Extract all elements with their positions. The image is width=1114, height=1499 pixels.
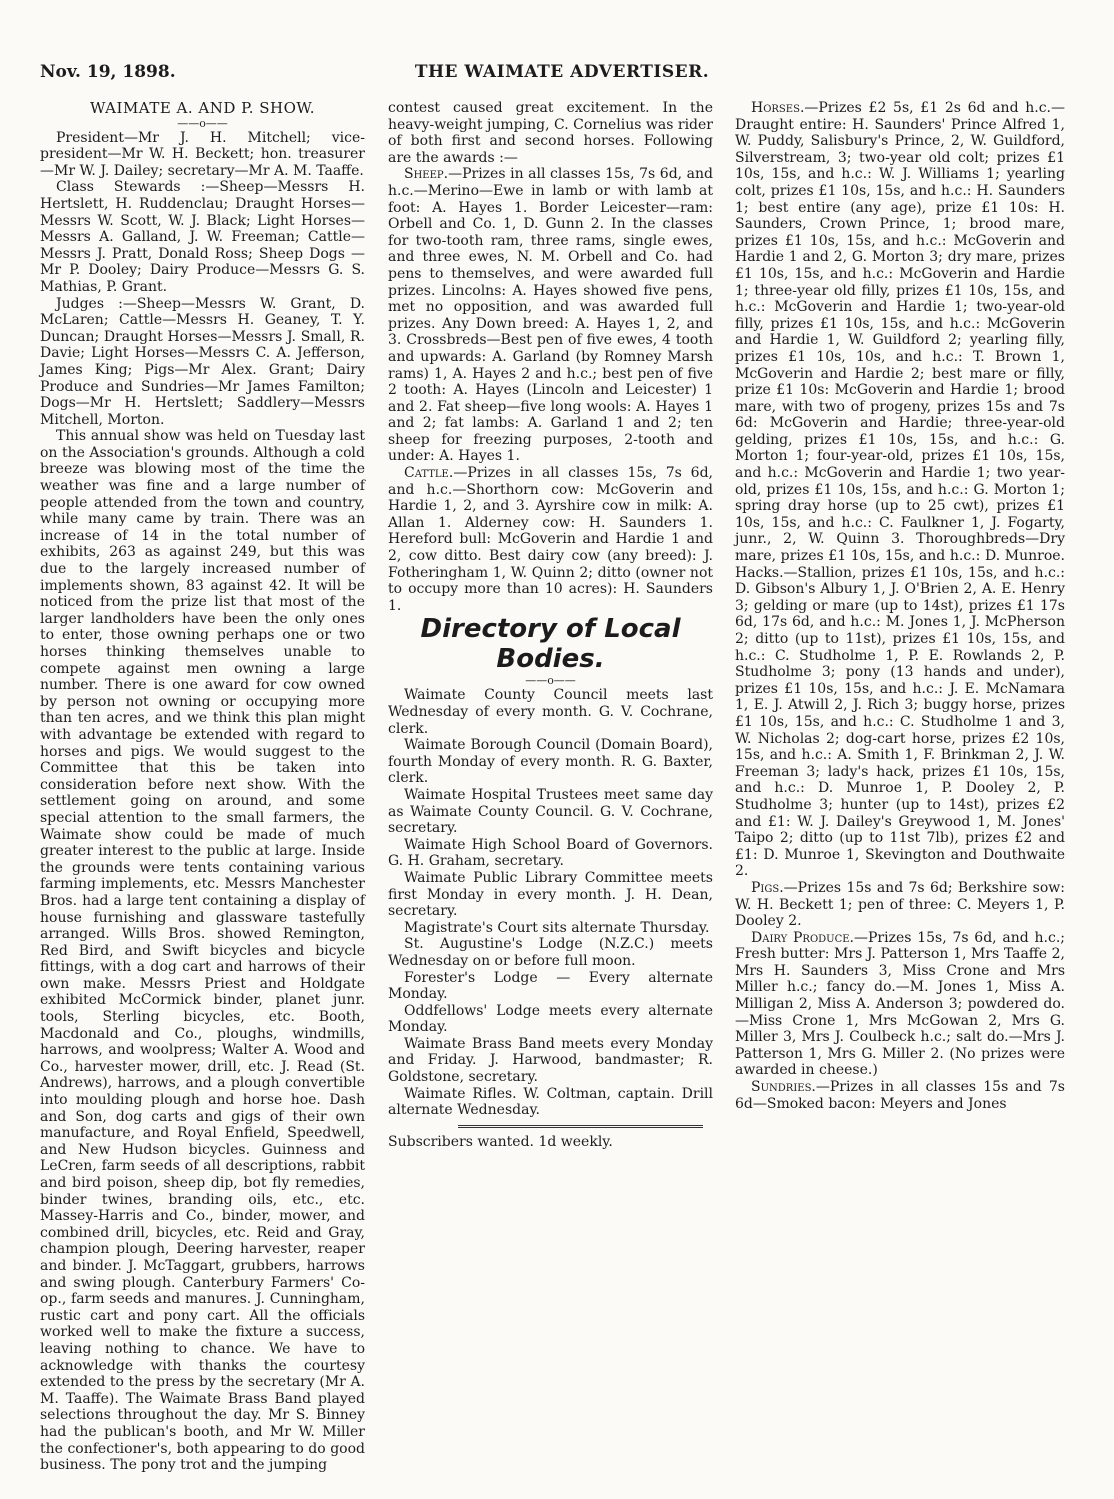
- horses-text: —Prizes £2 5s, £1 2s 6d and h.c.—Draught entire: H. Saunders' Prince Alfred 1, W. Puddy, Salisbury's Prince, 2, W. Guildford, Silverstream, 3; two-year old colt; prizes £1 10s, 15s, and h.c.: W. J. Williams 1; yearling colt, prizes £1 10s, 15s, and h.c.: H. Saunders 1; best entire (any age), prize £1 10s: H. Saunders, Crown Prince, 1; brood mare, prizes £1 10s, 15s, and h.c.: McGoverin and Hardie 1 and 2, G. Morton 3; dry mare, prizes £1 10s, 15s, and h.c.: McGoverin and Hardie 1; three-year old filly, prizes £1 10s, 15s, and h.c.: McGoverin and Hardie 1; two-year-old filly, prizes £1 10s, 15s, and h.c.: McGoverin and Hardie 1, W. Guildford 2; yearling filly, prizes £1 10s, 10s, and h.c.: T. Brown 1, McGoverin and Hardie 2; best mare or filly, prize £1 10s: McGoverin and Hardie 1; brood mare, with two of progeny, prizes 15s and 7s 6d: McGoverin and Hardie; three-year-old gelding, prizes £1 10s, 15s, and h.c.: G. Morton 1; four-year-old, prizes £1 10s, 15s, and h.c.: McGoverin and Hardie 1; two year-old, prizes £1 10s, 15s, and h.c.: G. Morton 1; spring dray horse (up to 25 cwt), prizes £1 10s, 15s, and h.c.: C. Faulkner 1, J. Fogarty, junr., 2, W. Quinn 3. Thoroughbreds—Dry mare, prizes £1 10s, 15s, and h.c.: D. Munroe. Hacks.—Stallion, prizes £1 10s, 15s, and h.c.: D. Gibson's Albury 1, J. O'Brien 2, A. E. Henry 3; gelding or mare (up to 14st), prizes £1 17s 6d, 17s 6d, and h.c.: M. Jones 1, J. McPherson 2; ditto (up to 11st), prizes £1 10s, 15s, and h.c.: C. Studholme 1, P. E. Rowlands 2, P. Studholme 3; pony (13 hands and under), prizes £1 10s, 15s, and h.c.: J. E. McNamara 1, E. J. Atwill 2, J. Rich 3; buggy horse, prizes £1 10s, 15s, and h.c.: C. Studholme 1 and 3, W. Nicholas 2; dog-cart horse, prizes £2 10s, 15s, and h.c.: A. Smith 1, F. Brinkman 2, J. W. Freeman 3; lady's hack, prizes £1 10s, 15s, and h.c.: D. Munroe 1, P. Dooley 2, P. Studholme 3; hunter (up to 14st), prizes £2 and £1: W. J. Dailey's Greywood 1, M. Jones' Taipo 2; ditto (up to 11st 7lb), prizes £2 and £1: D. Munroe 1, Skevington and Douthwaite 2.: [735, 100, 1065, 880]
- column-1: [40, 100, 365, 1474]
- judges-paragraph: Judges :—Sheep—Messrs W. Grant, D. McLaren; Cattle—Messrs H. Geaney, T. Y. Duncan; Draught Horses—Messrs J. Small, R. Davie; Light Horses—Messrs C. A. Jefferson, James King; Pigs—Mr Alex. Grant; Dairy Produce and Sundries—Mr James Familton; Dogs—Mr H. Hertslett; Saddlery—Messrs Mitchell, Morton.: [40, 295, 365, 428]
- sundries-text: —Prizes in all classes 15s and 7s 6d—Smoked bacon: Meyers and Jones: [735, 1079, 1065, 1112]
- subscribers-notice: Subscribers wanted. 1d weekly.: [388, 1133, 613, 1150]
- cattle-label: Cattle.: [404, 465, 454, 482]
- issue-date: Nov. 19, 1898.: [40, 62, 176, 82]
- directory-item: Waimate Borough Council (Domain Board), fourth Monday of every month. R. G. Baxter, clerk.: [388, 737, 713, 787]
- show-separator: ——o——: [177, 116, 228, 130]
- column-3: [735, 100, 1065, 1112]
- sheep-text: —Prizes in all classes 15s, 7s 6d, and h.c.—Merino—Ewe in lamb or with lamb at foot: A. Hayes 1. Border Leicester—ram: Orbell and Co. 1, D. Gunn 2. In the classes for two-tooth ram, three rams, single ewes, and three ewes, N. M. Orbell and Co. had pens to themselves, and were awarded full prizes. Lincolns: A. Hayes showed five pens, met no opposition, and was awarded full prizes. Any Down breed: A. Hayes 1, 2, and 3. Crossbreds—Best pen of five ewes, 4 tooth and upwards: A. Garland (by Romney Marsh rams) 1, A. Hayes 2 and h.c.; best pen of five 2 tooth: A. Hayes (Lincoln and Leicester) 1 and 2. Fat sheep—five long wools: A. Hayes 1 and 2; fat lambs: A. Garland 1 and 2; ten sheep for freezing purposes, 2-tooth and under: A. Hayes 1.: [388, 166, 713, 465]
- sheep-awards: [388, 166, 713, 465]
- directory-item: Waimate Public Library Committee meets first Monday in every month. J. H. Dean, secretary.: [388, 869, 713, 920]
- cattle-text: —Prizes in all classes 15s, 7s 6d, and h.c.—Shorthorn cow: McGoverin and Hardie 1, 2, and 3. Ayrshire cow in milk: A. Allan 1. Alderney cow: H. Saunders 1. Hereford bull: McGoverin and Hardie 1 and 2, cow ditto. Best dairy cow (any breed): J. Fotheringham 1, W. Quinn 2; ditto (owner not to occupy more than 10 acres): H. Saunders 1.: [388, 465, 713, 614]
- directory-item: Waimate Hospital Trustees meet same day as Waimate County Council. G. V. Cochrane, secretary.: [388, 786, 713, 837]
- directory-rule: [458, 1125, 703, 1128]
- newspaper-title: THE WAIMATE ADVERTISER.: [414, 62, 710, 82]
- dairy-awards: [735, 930, 1065, 1079]
- sundries-label: Sundries.: [751, 1079, 816, 1096]
- directory-item: Forester's Lodge — Every alternate Monday.: [388, 969, 713, 1003]
- sundries-awards: [735, 1079, 1065, 1112]
- show-report-text: This annual show was held on Tuesday last on the Association's grounds. Although a cold breeze was blowing most of the time the weather was fine and a large number of people attended from the town and country, while many came by train. There was an increase of 14 in the total number of exhibits, 263 as against 249, but this was due to the largely increased number of implements shown, 83 against 42. It will be noticed from the prize list that most of the larger landholders have been the only ones to enter, those owning perhaps one or two horses thinking themselves unable to compete against men owning a large number. There is one award for cow owned by person not owning or occupying more than ten acres, and we think this plan might with advantage be extended with regard to horses and pigs. We would suggest to the Committee that this be taken into consideration before next show. With the settlement going on around, and some special attention to the small farmers, the Waimate show could be made of much greater interest to the public at large. Inside the grounds were tents containing various farming implements, etc. Messrs Manchester Bros. had a large tent containing a display of house furnishing and glassware tastefully arranged. Wills Bros. showed Remington, Red Bird, and Swift bicycles and bicycle fittings, with a dog cart and harrows of their own make. Messrs Priest and Holdgate exhibited McCormick binder, planet junr. tools, Sterling bicycles, etc. Booth, Macdonald and Co., ploughs, windmills, harrows, and woolpress; Walter A. Wood and Co., harvester mower, drill, etc. J. Read (St. Andrews), harrows, and a plough convertible into moulding plough and horse hoe. Dash and Son, dog carts and gigs of their own manufacture, and Royal Enfield, Speedwell, and New Hudson bicycles. Guinness and LeCren, farm seeds of all descriptions, rabbit and bird poison, sheep dip, bot fly remedies, binder twines, branding oils, etc., etc. Massey-Harris and Co., binder, mower, and combined drill, bicycles, etc. Reid and Gray, champion plough, Deering harvester, reaper and binder. J. McTaggart, grubbers, harrows and swing plough. Canterbury Farmers' Co-op., farm seeds and manures. J. Cunningham, rustic cart and pony cart. All the officials worked well to make the fixture a success, leaving nothing to chance. We have to acknowledge with thanks the courtesy extended to the press by the secretary (Mr A. M. Taaffe). The Waimate Brass Band played selections throughout the day. Mr S. Binney had the publican's booth, and Mr W. Miller the confectioner's, both appearing to do good business. The pony trot and the jumping: [40, 428, 365, 1474]
- directory-separator: ——o——: [525, 674, 576, 688]
- directory-item: Oddfellows' Lodge meets every alternate Monday.: [388, 1002, 713, 1036]
- dairy-label: Dairy Produce.: [751, 929, 854, 946]
- directory-item: St. Augustine's Lodge (N.Z.C.) meets Wednesday on or before full moon.: [388, 936, 713, 969]
- directory-item: Waimate Brass Band meets every Monday and Friday. J. Harwood, bandmaster; R. Goldstone, secretary.: [388, 1035, 713, 1086]
- horses-awards: [735, 100, 1065, 880]
- show-report-continued: contest caused great excitement. In the heavy-weight jumping, C. Cornelius was rider of both first and second horses. Following are the awards :—: [388, 100, 713, 166]
- directory-title: Directory of Local Bodies.: [420, 614, 681, 675]
- directory-item: Magistrate's Court sits alternate Thursday.: [404, 919, 710, 936]
- masthead: [40, 62, 1084, 88]
- sheep-label: Sheep.: [404, 166, 449, 183]
- horses-label: Horses.: [751, 100, 805, 116]
- pigs-text: —Prizes 15s and 7s 6d; Berkshire sow: W. H. Beckett 1; pen of three: C. Meyers 1, P. Dooley 2.: [735, 879, 1065, 930]
- directory-item: Waimate County Council meets last Wednesday of every month. G. V. Cochrane, clerk.: [388, 687, 713, 737]
- directory-item: Waimate Rifles. W. Coltman, captain. Drill alternate Wednesday.: [388, 1085, 713, 1119]
- column-2: [388, 100, 713, 1150]
- directory-item: Waimate High School Board of Governors. G. H. Graham, secretary.: [388, 836, 713, 870]
- stewards-paragraph: Class Stewards :—Sheep—Messrs H. Hertslett, H. Ruddenclau; Draught Horses—Messrs W. Scott, W. J. Black; Light Horses—Messrs A. Galland, J. W. Freeman; Cattle—Messrs J. Pratt, Donald Ross; Sheep Dogs — Mr P. Dooley; Dairy Produce—Messrs G. S. Mathias, P. Grant.: [40, 179, 365, 295]
- pigs-label: Pigs.: [751, 879, 784, 896]
- cattle-awards: [388, 465, 713, 614]
- show-report: [40, 428, 365, 1473]
- dairy-text: —Prizes 15s, 7s 6d, and h.c.; Fresh butter: Mrs J. Patterson 1, Mrs Taaffe 2, Mrs H. Saunders 3, Miss Crone and Mrs Miller h.c.; fancy do.—M. Jones 1, Miss A. Milligan 2, Miss A. Anderson 3; powdered do.—Miss Crone 1, Mrs McGowan 2, Mrs G. Miller 3, Mrs J. Coulbeck h.c.; salt do.—Mrs J. Patterson 1, Mrs G. Miller 2. (No prizes were awarded in cheese.): [735, 929, 1065, 1079]
- show-headline: WAIMATE A. AND P. SHOW.: [90, 99, 315, 117]
- officers-paragraph: President—Mr J. H. Mitchell; vice-president—Mr W. H. Beckett; hon. treasurer—Mr W. J. Dailey; secretary—Mr A. M. Taaffe.: [40, 129, 365, 179]
- pigs-awards: [735, 880, 1065, 930]
